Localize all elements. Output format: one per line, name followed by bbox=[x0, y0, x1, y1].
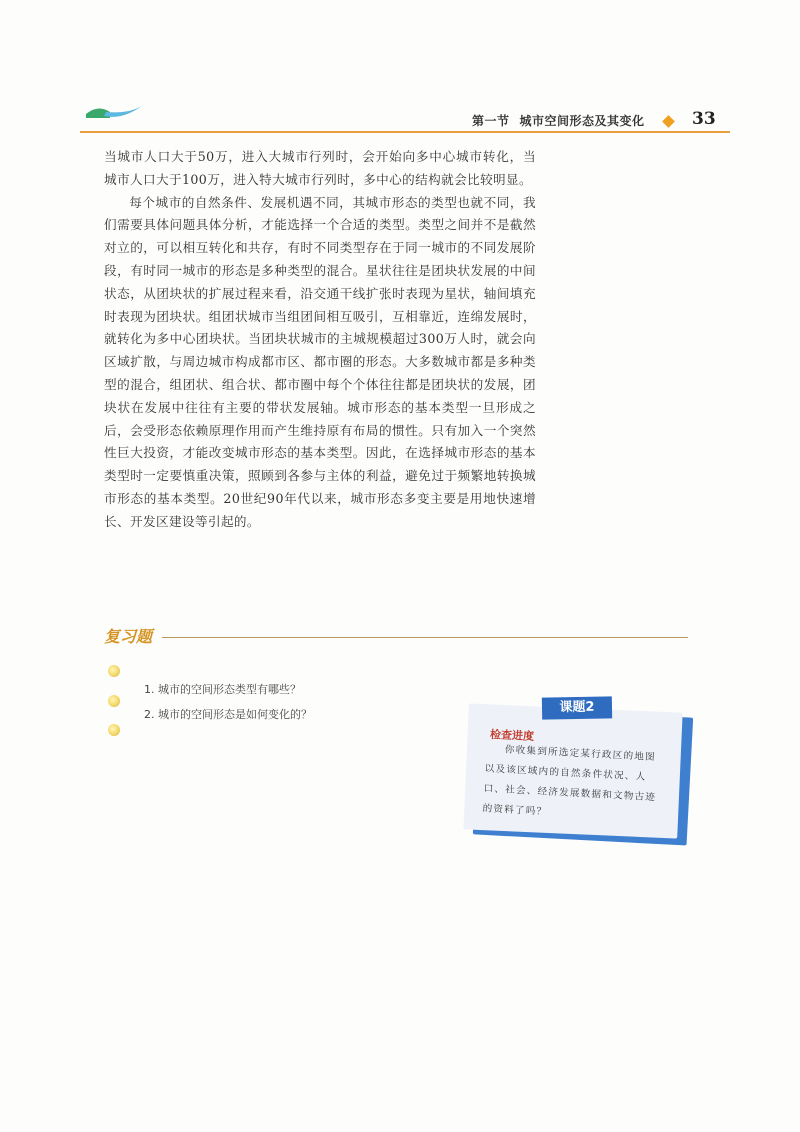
paragraph-2: 每个城市的自然条件、发展机遇不同，其城市形态的类型也就不同，我们需要具体问题具体分析，才能选择一个合适的类型。类型之间并不是截然对立的，可以相互转化和共存，有时不同类型存在于同一城市的不同发展阶段，有时同一城市的形态是多种类型的混合。星状往往是团块状发展的中间状态，从团块状的扩展过程来看，沿交通干线扩张时表现为星状，轴间填充时表现为团块状。组团状城市当组团间相互吸引，互相靠近，连绵发展时，就转化为多中心团块状。当团块状城市的主城规模超过300万人时，就会向区域扩散，与周边城市构成都市区、都市圈的形态。大多数城市都是多种类型的混合，组团状、组合状、都市圈中每个个体往往都是团块状的发展，团块状在发展中往往有主要的带状发展轴。城市形态的基本类型一旦形成之后，会受形态依赖原理作用而产生维持原有布局的惯性。只有加入一个突然性巨大投资，才能改变城市形态的基本类型。因此，在选择城市形态的基本类型时一定要慎重决策，照顾到各参与主体的利益，避免过于频繁地转换城市形态的基本类型。20世纪90年代以来，城市形态多变主要是用地快速增长、开发区建设等引起的。 bbox=[104, 194, 536, 529]
review-divider bbox=[162, 637, 688, 638]
project-heading: 检查进度 bbox=[489, 728, 535, 743]
project-text: 你收集到所选定某行政区的地图以及该区域内的自然条件状况、人口、社会、经济发展数据和文物古迹的资料了吗？ bbox=[482, 744, 657, 818]
diamond-icon bbox=[662, 115, 675, 128]
running-header bbox=[472, 112, 645, 132]
review-question-2: 2. 城市的空间形态是如何变化的？ bbox=[144, 708, 312, 721]
header-section: 第一节 bbox=[472, 114, 510, 128]
wave-logo-icon bbox=[84, 100, 144, 122]
paragraph-1: 当城市人口大于50万，进入大城市行列时，会开始向多中心城市转化，当城市人口大于100万，进入特大城市行列时，多中心的结构就会比较明显。 bbox=[104, 149, 536, 187]
bullet-icon bbox=[108, 724, 120, 736]
body-text bbox=[104, 146, 536, 534]
project-tab: 课题2 bbox=[542, 696, 612, 719]
bullet-icon bbox=[108, 665, 120, 677]
review-title: 复习题 bbox=[104, 627, 153, 646]
header-title: 城市空间形态及其变化 bbox=[519, 114, 645, 128]
review-question-1: 1. 城市的空间形态类型有哪些？ bbox=[144, 683, 301, 696]
bullet-icon bbox=[108, 695, 120, 707]
page-number: 33 bbox=[692, 109, 716, 129]
header-divider bbox=[80, 131, 730, 133]
